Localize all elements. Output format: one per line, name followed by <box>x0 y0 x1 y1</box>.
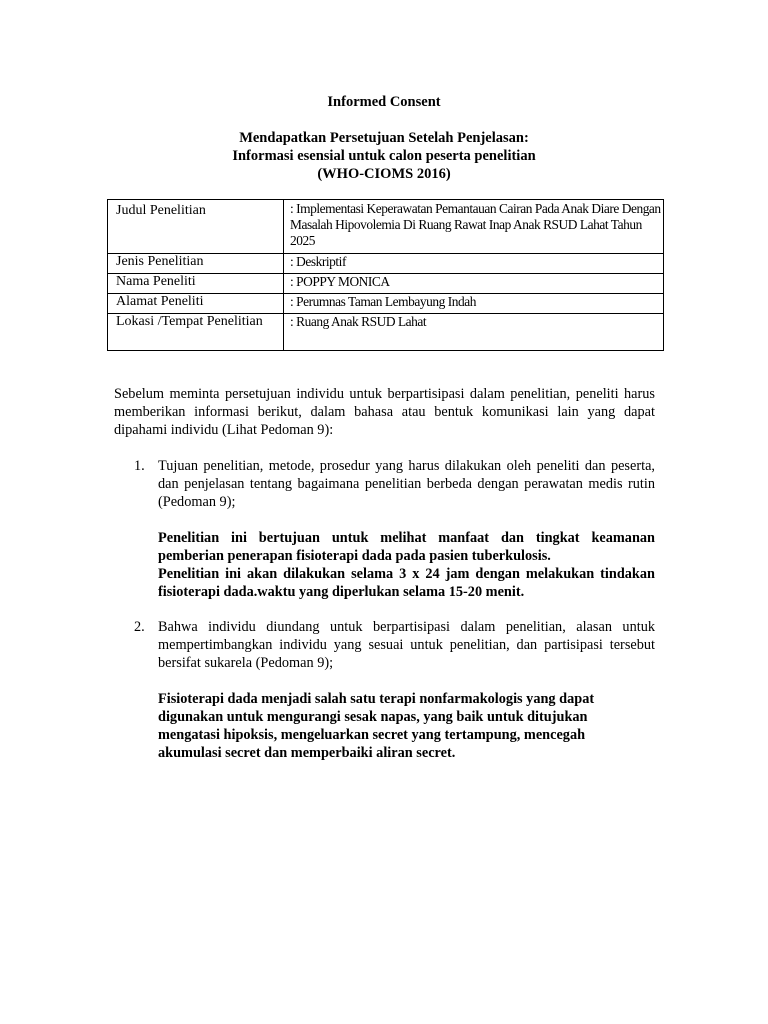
table-row <box>108 200 664 254</box>
intro-paragraph: Sebelum meminta persetujuan individu untuk berpartisipasi dalam penelitian, peneliti harus memberikan informasi berikut, dalam bahasa atau bentuk komunikasi lain yang dapat dipahami individu (Lihat Pedoman 9): <box>114 386 655 438</box>
item-answer-line: Fisioterapi dada menjadi salah satu terapi nonfarmakologis yang dapat digunakan untuk mengurangi sesak napas, yang baik untuk ditujukan mengatasi hipoksis, mengeluarkan secret yang tertampung, mencegah akumulasi secret dan memperbaiki aliran secret. <box>158 691 595 761</box>
table-row <box>108 254 664 274</box>
row-label-jenis: Jenis Penelitian <box>108 254 284 274</box>
row-value-lokasi: : Ruang Anak RSUD Lahat <box>284 314 664 351</box>
row-value-alamat: : Perumnas Taman Lembayung Indah <box>284 294 664 314</box>
row-value-nama: : POPPY MONICA <box>284 274 664 294</box>
row-label-lokasi: Lokasi /Tempat Penelitian <box>108 314 284 351</box>
subtitle-line: Mendapatkan Persetujuan Setelah Penjelasan: <box>239 130 529 146</box>
subtitle-line: (WHO-CIOMS 2016) <box>317 166 451 182</box>
row-value-judul: : Implementasi Keperawatan Pemantauan Cairan Pada Anak Diare Dengan Masalah Hipovolemia Di Ruang Rawat Inap Anak RSUD Lahat Tahun 2025 <box>284 200 664 254</box>
table-row <box>108 274 664 294</box>
table-row <box>108 314 664 351</box>
document-title: Informed Consent <box>327 94 441 110</box>
item-answer-line: Penelitian ini bertujuan untuk melihat manfaat dan tingkat keamanan pemberian penerapan fisioterapi dada pada pasien tuberkulosis. <box>158 530 655 564</box>
row-value-jenis: : Deskriptif <box>284 254 664 274</box>
item-answer-line: Penelitian ini akan dilakukan selama 3 x 24 jam dengan melakukan tindakan fisioterapi dada.waktu yang diperlukan selama 15-20 menit. <box>158 566 655 600</box>
document-subtitle <box>0 129 768 183</box>
row-label-nama: Nama Peneliti <box>108 274 284 294</box>
item-text: Bahwa individu diundang untuk berpartisipasi dalam penelitian, alasan untuk mempertimbangkan individu yang sesuai untuk penelitian, dan partisipasi tersebut bersifat sukarela (Pedoman 9); <box>158 619 655 671</box>
item-number: 1. <box>134 458 145 474</box>
research-info-table <box>107 199 664 351</box>
table-row <box>108 294 664 314</box>
subtitle-line: Informasi esensial untuk calon peserta penelitian <box>232 148 536 164</box>
row-label-alamat: Alamat Peneliti <box>108 294 284 314</box>
row-label-judul: Judul Penelitian <box>108 200 284 254</box>
item-number: 2. <box>134 619 145 635</box>
item-text: Tujuan penelitian, metode, prosedur yang harus dilakukan oleh peneliti dan peserta, dan penjelasan tentang bagaimana penelitian berbeda dengan perawatan medis rutin (Pedoman 9); <box>158 458 655 510</box>
